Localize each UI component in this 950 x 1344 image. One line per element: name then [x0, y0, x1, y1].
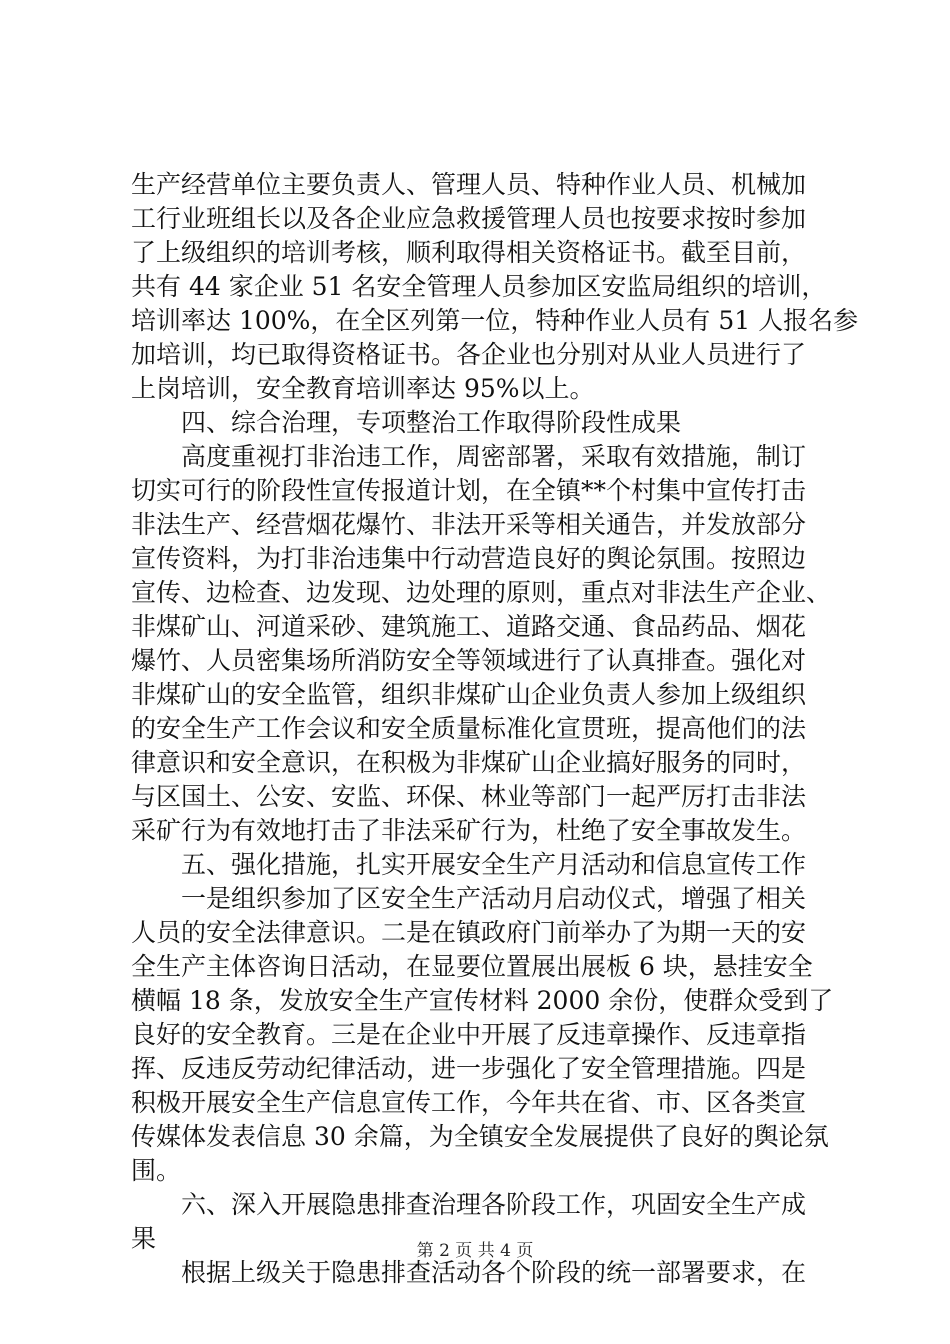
text-line: 横幅 18 条，发放安全生产宣传材料 2000 余份，使群众受到了	[131, 986, 834, 1015]
text-line: 培训率达 100%，在全区列第一位，特种作业人员有 51 人报名参	[131, 306, 859, 335]
text-line: 共有 44 家企业 51 名安全管理人员参加区安监局组织的培训，	[131, 272, 827, 301]
text-line: 非煤矿山的安全监管，组织非煤矿山企业负责人参加上级组织	[131, 680, 807, 709]
text-line: 爆竹、人员密集场所消防安全等领域进行了认真排查。强化对	[131, 646, 807, 675]
section-heading-4: 四、综合治理，专项整治工作取得阶段性成果	[131, 408, 682, 437]
text-line: 良好的安全教育。三是在企业中开展了反违章操作、反违章指	[131, 1020, 807, 1049]
section-heading-5: 五、强化措施，扎实开展安全生产月活动和信息宣传工作	[131, 850, 807, 879]
text-line: 高度重视打非治违工作，周密部署，采取有效措施，制订	[131, 442, 807, 471]
section-heading-6: 六、深入开展隐患排查治理各阶段工作，巩固安全生产成	[131, 1190, 807, 1219]
text-line: 律意识和安全意识，在积极为非煤矿山企业搞好服务的同时，	[131, 748, 807, 777]
section-heading-6-continued: 果	[131, 1224, 157, 1253]
text-line: 采矿行为有效地打击了非法采矿行为，杜绝了安全事故发生。	[131, 816, 807, 845]
page-number-footer: 第 2 页 共 4 页	[416, 1241, 534, 1261]
text-line: 宣传资料，为打非治违集中行动营造良好的舆论氛围。按照边	[131, 544, 807, 573]
text-line: 切实可行的阶段性宣传报道计划，在全镇**个村集中宣传打击	[131, 476, 807, 505]
text-line: 非法生产、经营烟花爆竹、非法开采等相关通告，并发放部分	[131, 510, 807, 539]
text-line: 传媒体发表信息 30 余篇，为全镇安全发展提供了良好的舆论氛	[131, 1122, 829, 1151]
text-line: 积极开展安全生产信息宣传工作，今年共在省、市、区各类宣	[131, 1088, 807, 1117]
text-line: 的安全生产工作会议和安全质量标准化宣贯班，提高他们的法	[131, 714, 807, 743]
text-line: 一是组织参加了区安全生产活动月启动仪式，增强了相关	[131, 884, 807, 913]
text-line: 根据上级关于隐患排查活动各个阶段的统一部署要求，在	[131, 1258, 807, 1287]
text-line: 全生产主体咨询日活动，在显要位置展出展板 6 块，悬挂安全	[131, 952, 813, 981]
text-line: 非煤矿山、河道采砂、建筑施工、道路交通、食品药品、烟花	[131, 612, 807, 641]
text-line: 上岗培训，安全教育培训率达 95%以上。	[131, 374, 595, 403]
document-body	[131, 168, 859, 1290]
text-line: 挥、反违反劳动纪律活动，进一步强化了安全管理措施。四是	[131, 1054, 807, 1083]
text-line: 了上级组织的培训考核，顺利取得相关资格证书。截至目前，	[131, 238, 807, 267]
text-line: 加培训，均已取得资格证书。各企业也分别对从业人员进行了	[131, 340, 807, 369]
text-line: 与区国土、公安、安监、环保、林业等部门一起严厉打击非法	[131, 782, 807, 811]
text-line: 人员的安全法律意识。二是在镇政府门前举办了为期一天的安	[131, 918, 807, 947]
text-line: 围。	[131, 1156, 182, 1185]
text-line: 生产经营单位主要负责人、管理人员、特种作业人员、机械加	[131, 170, 807, 199]
text-line: 工行业班组长以及各企业应急救援管理人员也按要求按时参加	[131, 204, 807, 233]
text-line: 宣传、边检查、边发现、边处理的原则，重点对非法生产企业、	[131, 578, 832, 607]
